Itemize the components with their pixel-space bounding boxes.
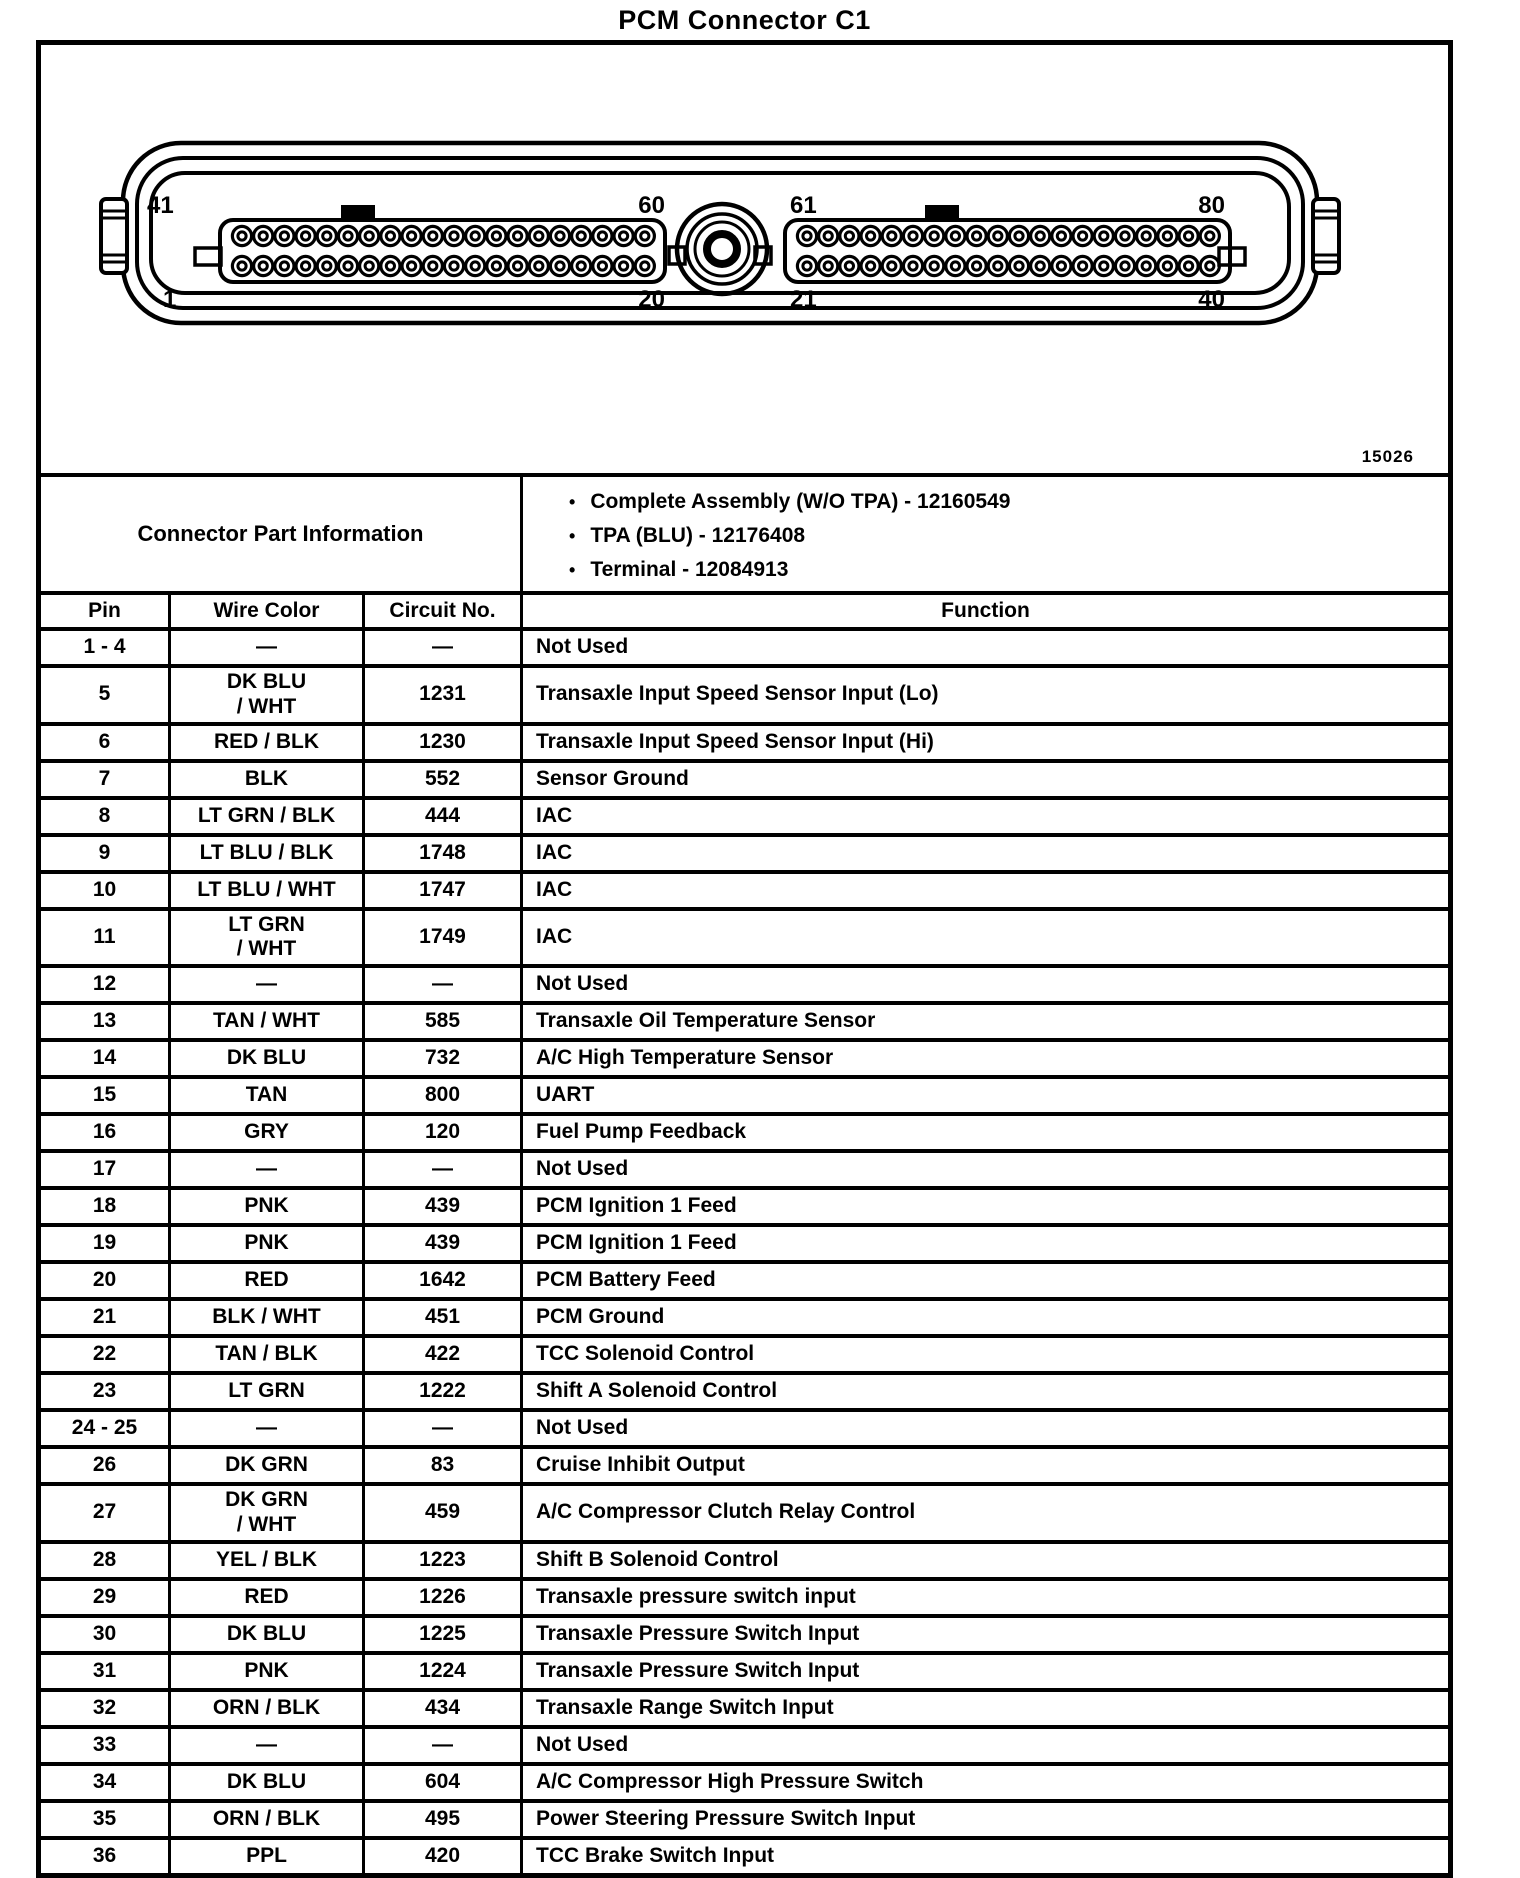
latch-right bbox=[1219, 199, 1339, 273]
pin-holes-right bbox=[797, 226, 1219, 275]
function-cell: Transaxle Pressure Switch Input bbox=[522, 1653, 1451, 1690]
page-title: PCM Connector C1 bbox=[618, 5, 871, 35]
function-cell: Cruise Inhibit Output bbox=[522, 1447, 1451, 1484]
table-row bbox=[39, 724, 1451, 761]
wire-color-cell: ORN / BLK bbox=[170, 1801, 364, 1838]
circuit-no-cell: 585 bbox=[364, 1003, 522, 1040]
pin-cell: 12 bbox=[39, 966, 170, 1003]
col-header-circuit-no: Circuit No. bbox=[364, 593, 522, 629]
function-cell: Shift B Solenoid Control bbox=[522, 1542, 1451, 1579]
pin-cell: 17 bbox=[39, 1151, 170, 1188]
col-header-function: Function bbox=[522, 593, 1451, 629]
circuit-no-cell: — bbox=[364, 1151, 522, 1188]
circuit-no-cell: 732 bbox=[364, 1040, 522, 1077]
pin-cell: 16 bbox=[39, 1114, 170, 1151]
function-cell: Transaxle Input Speed Sensor Input (Lo) bbox=[522, 666, 1451, 724]
pin-cell: 29 bbox=[39, 1579, 170, 1616]
part-info-list bbox=[522, 475, 1451, 593]
circuit-no-cell: 444 bbox=[364, 798, 522, 835]
function-cell: Shift A Solenoid Control bbox=[522, 1373, 1451, 1410]
function-cell: TCC Solenoid Control bbox=[522, 1336, 1451, 1373]
wire-color-cell: — bbox=[170, 1727, 364, 1764]
table-row bbox=[39, 761, 1451, 798]
circuit-no-cell: — bbox=[364, 629, 522, 666]
pin-cell: 35 bbox=[39, 1801, 170, 1838]
pin-cell: 20 bbox=[39, 1262, 170, 1299]
circuit-no-cell: 800 bbox=[364, 1077, 522, 1114]
table-row bbox=[39, 1299, 1451, 1336]
table-row bbox=[39, 1616, 1451, 1653]
pin-cell: 33 bbox=[39, 1727, 170, 1764]
function-cell: Transaxle Range Switch Input bbox=[522, 1690, 1451, 1727]
pin-cell: 34 bbox=[39, 1764, 170, 1801]
pin-60-label: 60 bbox=[638, 192, 665, 219]
pin-cell: 18 bbox=[39, 1188, 170, 1225]
part-info-item bbox=[569, 485, 1442, 519]
part-info-header: Connector Part Information bbox=[39, 475, 522, 593]
wire-color-cell: PPL bbox=[170, 1838, 364, 1876]
wire-color-cell: TAN bbox=[170, 1077, 364, 1114]
pin-cell: 28 bbox=[39, 1542, 170, 1579]
circuit-no-cell: 604 bbox=[364, 1764, 522, 1801]
pin-cell: 1 - 4 bbox=[39, 629, 170, 666]
table-row bbox=[39, 1188, 1451, 1225]
function-cell: IAC bbox=[522, 872, 1451, 909]
pin-cell: 10 bbox=[39, 872, 170, 909]
table-row bbox=[39, 1579, 1451, 1616]
bullet-icon: • bbox=[569, 526, 576, 546]
circuit-no-cell: 83 bbox=[364, 1447, 522, 1484]
pin-cell: 36 bbox=[39, 1838, 170, 1876]
table-row bbox=[39, 835, 1451, 872]
connector-diagram-cell bbox=[39, 43, 1451, 476]
circuit-no-cell: 1231 bbox=[364, 666, 522, 724]
circuit-no-cell: 1225 bbox=[364, 1616, 522, 1653]
keying-tab-right bbox=[925, 205, 959, 222]
part-info-item-text: Complete Assembly (W/O TPA) - 12160549 bbox=[590, 490, 1011, 513]
pin-61-label: 61 bbox=[790, 192, 817, 219]
table-row bbox=[39, 1373, 1451, 1410]
table-row bbox=[39, 1801, 1451, 1838]
function-cell: PCM Ground bbox=[522, 1299, 1451, 1336]
pin-block-left bbox=[220, 220, 665, 282]
table-row bbox=[39, 1225, 1451, 1262]
table-row bbox=[39, 1542, 1451, 1579]
table-row bbox=[39, 1653, 1451, 1690]
col-header-wire-color: Wire Color bbox=[170, 593, 364, 629]
wire-color-cell: TAN / BLK bbox=[170, 1336, 364, 1373]
circuit-no-cell: 1747 bbox=[364, 872, 522, 909]
part-info-item bbox=[569, 519, 1442, 553]
table-row bbox=[39, 629, 1451, 666]
function-cell: IAC bbox=[522, 909, 1451, 967]
pin-cell: 8 bbox=[39, 798, 170, 835]
function-cell: A/C Compressor Clutch Relay Control bbox=[522, 1484, 1451, 1542]
table-row bbox=[39, 1727, 1451, 1764]
wire-color-cell: DK GRN / WHT bbox=[170, 1484, 364, 1542]
pin-cell: 14 bbox=[39, 1040, 170, 1077]
pin-80-label: 80 bbox=[1198, 192, 1225, 219]
function-cell: PCM Ignition 1 Feed bbox=[522, 1188, 1451, 1225]
pin-cell: 11 bbox=[39, 909, 170, 967]
wire-color-cell: DK BLU bbox=[170, 1040, 364, 1077]
pin-cell: 7 bbox=[39, 761, 170, 798]
pin-40-label: 40 bbox=[1198, 286, 1225, 313]
table-row bbox=[39, 1690, 1451, 1727]
circuit-no-cell: 1226 bbox=[364, 1579, 522, 1616]
wire-color-cell: LT BLU / WHT bbox=[170, 872, 364, 909]
table-row bbox=[39, 966, 1451, 1003]
wire-color-cell: DK BLU / WHT bbox=[170, 666, 364, 724]
wire-color-cell: GRY bbox=[170, 1114, 364, 1151]
table-row bbox=[39, 1484, 1451, 1542]
function-cell: Transaxle Pressure Switch Input bbox=[522, 1616, 1451, 1653]
circuit-no-cell: 120 bbox=[364, 1114, 522, 1151]
wire-color-cell: RED bbox=[170, 1579, 364, 1616]
wire-color-cell: LT GRN bbox=[170, 1373, 364, 1410]
circuit-no-cell: 1224 bbox=[364, 1653, 522, 1690]
circuit-no-cell: — bbox=[364, 1410, 522, 1447]
pin-block-right bbox=[785, 220, 1230, 282]
function-cell: UART bbox=[522, 1077, 1451, 1114]
circuit-no-cell: 552 bbox=[364, 761, 522, 798]
function-cell: Not Used bbox=[522, 966, 1451, 1003]
table-row bbox=[39, 798, 1451, 835]
pin-cell: 19 bbox=[39, 1225, 170, 1262]
function-cell: Not Used bbox=[522, 1410, 1451, 1447]
pin-1-label: 1 bbox=[163, 286, 177, 313]
wire-color-cell: — bbox=[170, 629, 364, 666]
pin-cell: 31 bbox=[39, 1653, 170, 1690]
table-row bbox=[39, 666, 1451, 724]
wire-color-cell: — bbox=[170, 1151, 364, 1188]
table-row bbox=[39, 1114, 1451, 1151]
diagram-row bbox=[39, 43, 1451, 476]
part-info-item bbox=[569, 553, 1442, 587]
wire-color-cell: DK BLU bbox=[170, 1616, 364, 1653]
part-info-row bbox=[39, 475, 1451, 593]
wire-color-cell: DK BLU bbox=[170, 1764, 364, 1801]
table-row bbox=[39, 1410, 1451, 1447]
function-cell: TCC Brake Switch Input bbox=[522, 1838, 1451, 1876]
function-cell: Transaxle Input Speed Sensor Input (Hi) bbox=[522, 724, 1451, 761]
pin-cell: 24 - 25 bbox=[39, 1410, 170, 1447]
circuit-no-cell: 422 bbox=[364, 1336, 522, 1373]
table-row bbox=[39, 1838, 1451, 1876]
wire-color-cell: LT BLU / BLK bbox=[170, 835, 364, 872]
wire-color-cell: — bbox=[170, 1410, 364, 1447]
circuit-no-cell: 434 bbox=[364, 1690, 522, 1727]
table-row bbox=[39, 1077, 1451, 1114]
wire-color-cell: TAN / WHT bbox=[170, 1003, 364, 1040]
pin-cell: 23 bbox=[39, 1373, 170, 1410]
function-cell: IAC bbox=[522, 835, 1451, 872]
bullet-icon: • bbox=[569, 560, 576, 580]
pin-21-label: 21 bbox=[790, 286, 817, 313]
function-cell: Fuel Pump Feedback bbox=[522, 1114, 1451, 1151]
function-cell: PCM Ignition 1 Feed bbox=[522, 1225, 1451, 1262]
wire-color-cell: — bbox=[170, 966, 364, 1003]
pin-20-label: 20 bbox=[638, 286, 665, 313]
pin-cell: 13 bbox=[39, 1003, 170, 1040]
wire-color-cell: RED / BLK bbox=[170, 724, 364, 761]
function-cell: Transaxle pressure switch input bbox=[522, 1579, 1451, 1616]
function-cell: Sensor Ground bbox=[522, 761, 1451, 798]
circuit-no-cell: 1230 bbox=[364, 724, 522, 761]
pin-table-body bbox=[39, 629, 1451, 1875]
function-cell: Not Used bbox=[522, 629, 1451, 666]
table-row bbox=[39, 909, 1451, 967]
circuit-no-cell: 451 bbox=[364, 1299, 522, 1336]
circuit-no-cell: 439 bbox=[364, 1188, 522, 1225]
pin-cell: 15 bbox=[39, 1077, 170, 1114]
table-row bbox=[39, 1151, 1451, 1188]
figure-number: 15026 bbox=[1361, 447, 1414, 466]
function-cell: Not Used bbox=[522, 1727, 1451, 1764]
wire-color-cell: LT GRN / WHT bbox=[170, 909, 364, 967]
table-row bbox=[39, 1040, 1451, 1077]
function-cell: A/C High Temperature Sensor bbox=[522, 1040, 1451, 1077]
circuit-no-cell: 1222 bbox=[364, 1373, 522, 1410]
function-cell: Power Steering Pressure Switch Input bbox=[522, 1801, 1451, 1838]
wire-color-cell: ORN / BLK bbox=[170, 1690, 364, 1727]
pin-cell: 6 bbox=[39, 724, 170, 761]
circuit-no-cell: 1223 bbox=[364, 1542, 522, 1579]
wire-color-cell: DK GRN bbox=[170, 1447, 364, 1484]
circuit-no-cell: — bbox=[364, 1727, 522, 1764]
function-cell: Transaxle Oil Temperature Sensor bbox=[522, 1003, 1451, 1040]
pin-holes-left bbox=[232, 226, 654, 275]
circuit-no-cell: 420 bbox=[364, 1838, 522, 1876]
col-header-pin: Pin bbox=[39, 593, 170, 629]
connector-info-table bbox=[36, 40, 1453, 1878]
circuit-no-cell: 495 bbox=[364, 1801, 522, 1838]
table-row bbox=[39, 1447, 1451, 1484]
pin-cell: 32 bbox=[39, 1690, 170, 1727]
pin-cell: 30 bbox=[39, 1616, 170, 1653]
wire-color-cell: BLK / WHT bbox=[170, 1299, 364, 1336]
bullet-icon: • bbox=[569, 492, 576, 512]
pin-cell: 27 bbox=[39, 1484, 170, 1542]
wire-color-cell: PNK bbox=[170, 1225, 364, 1262]
wire-color-cell: RED bbox=[170, 1262, 364, 1299]
pcm-connector-diagram bbox=[95, 125, 1345, 340]
pin-cell: 26 bbox=[39, 1447, 170, 1484]
wire-color-cell: BLK bbox=[170, 761, 364, 798]
table-row bbox=[39, 1764, 1451, 1801]
table-row bbox=[39, 1262, 1451, 1299]
pin-cell: 5 bbox=[39, 666, 170, 724]
circuit-no-cell: 1642 bbox=[364, 1262, 522, 1299]
function-cell: IAC bbox=[522, 798, 1451, 835]
pin-cell: 9 bbox=[39, 835, 170, 872]
keying-tab-left bbox=[341, 205, 375, 222]
circuit-no-cell: 459 bbox=[364, 1484, 522, 1542]
wire-color-cell: LT GRN / BLK bbox=[170, 798, 364, 835]
part-info-item-text: TPA (BLU) - 12176408 bbox=[590, 524, 806, 547]
circuit-no-cell: 1749 bbox=[364, 909, 522, 967]
part-info-item-text: Terminal - 12084913 bbox=[590, 558, 789, 581]
wire-color-cell: YEL / BLK bbox=[170, 1542, 364, 1579]
circuit-no-cell: — bbox=[364, 966, 522, 1003]
pin-cell: 22 bbox=[39, 1336, 170, 1373]
wire-color-cell: PNK bbox=[170, 1653, 364, 1690]
table-row bbox=[39, 1336, 1451, 1373]
circuit-no-cell: 439 bbox=[364, 1225, 522, 1262]
pin-41-label: 41 bbox=[147, 192, 174, 219]
function-cell: A/C Compressor High Pressure Switch bbox=[522, 1764, 1451, 1801]
function-cell: PCM Battery Feed bbox=[522, 1262, 1451, 1299]
circuit-no-cell: 1748 bbox=[364, 835, 522, 872]
table-row bbox=[39, 1003, 1451, 1040]
function-cell: Not Used bbox=[522, 1151, 1451, 1188]
wire-color-cell: PNK bbox=[170, 1188, 364, 1225]
table-row bbox=[39, 872, 1451, 909]
table-header-row bbox=[39, 593, 1451, 629]
pin-cell: 21 bbox=[39, 1299, 170, 1336]
